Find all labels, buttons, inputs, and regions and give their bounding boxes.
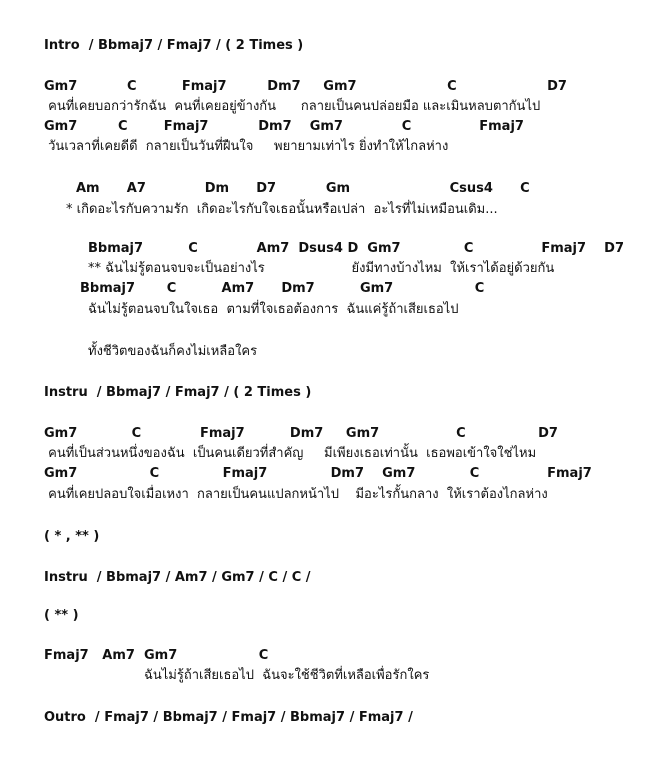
- lyric-line: ฉันไม่รู้ถ้าเสียเธอไป ฉันจะใช้ชีวิตที่เหลือเพื่อรักใคร: [144, 668, 430, 683]
- chord-line: Gm7 C Fmaj7 Dm7 Gm7 C Fmaj7: [44, 466, 592, 481]
- instru-line: Instru / Bbmaj7 / Am7 / Gm7 / C / C /: [44, 570, 311, 585]
- lyric-line: คนที่เคยบอกว่ารักฉัน คนที่เคยอยู่ข้างกัน กลายเป็นคนปล่อยมือ และเมินหลบตากันไป: [44, 99, 541, 114]
- chord-line: Gm7 C Fmaj7 Dm7 Gm7 C Fmaj7: [44, 119, 524, 134]
- lyric-line: ฉันไม่รู้ตอนจบในใจเธอ ตามที่ใจเธอต้องการ ฉันแค่รู้ถ้าเสียเธอไป: [88, 302, 459, 317]
- chord-line: Gm7 C Fmaj7 Dm7 Gm7 C D7: [44, 79, 567, 94]
- lyric-line: ** ฉันไม่รู้ตอนจบจะเป็นอย่างไร ยังมีทางบ้างไหม ให้เราได้อยู่ด้วยกัน: [88, 261, 555, 276]
- outro-line: Outro / Fmaj7 / Bbmaj7 / Fmaj7 / Bbmaj7 / Fmaj7 /: [44, 710, 413, 725]
- lyric-line: ทั้งชีวิตของฉันก็คงไม่เหลือใคร: [88, 344, 258, 359]
- chord-line: Fmaj7 Am7 Gm7 C: [44, 648, 269, 663]
- chord-line: Gm7 C Fmaj7 Dm7 Gm7 C D7: [44, 426, 558, 441]
- lyric-line: วันเวลาที่เคยดีดี กลายเป็นวันที่ฝืนใจ พยายามเท่าไร ยิ่งทำให้ไกลห่าง: [44, 139, 449, 154]
- chord-line: Am A7 Dm D7 Gm Csus4 C: [76, 181, 530, 196]
- intro-line: Intro / Bbmaj7 / Fmaj7 / ( 2 Times ): [44, 38, 304, 53]
- repeat-marker: ( ** ): [44, 608, 79, 623]
- instru-line: Instru / Bbmaj7 / Fmaj7 / ( 2 Times ): [44, 385, 312, 400]
- chord-line: Bbmaj7 C Am7 Dsus4 D Gm7 C Fmaj7 D7: [88, 241, 625, 256]
- lyric-line: คนที่เป็นส่วนหนึ่งของฉัน เป็นคนเดียวที่สำคัญ มีเพียงเธอเท่านั้น เธอพอเข้าใจใช่ไหม: [44, 446, 537, 461]
- repeat-marker: ( * , ** ): [44, 529, 100, 544]
- lyric-line: คนที่เคยปลอบใจเมื่อเหงา กลายเป็นคนแปลกหน้าไป มีอะไรกั้นกลาง ให้เราต้องไกลห่าง: [44, 487, 548, 502]
- chord-line: Bbmaj7 C Am7 Dm7 Gm7 C: [80, 281, 485, 296]
- lyric-line: * เกิดอะไรกับความรัก เกิดอะไรกับใจเธอนั้นหรือเปล่า อะไรที่ไม่เหมือนเดิม...: [66, 202, 498, 217]
